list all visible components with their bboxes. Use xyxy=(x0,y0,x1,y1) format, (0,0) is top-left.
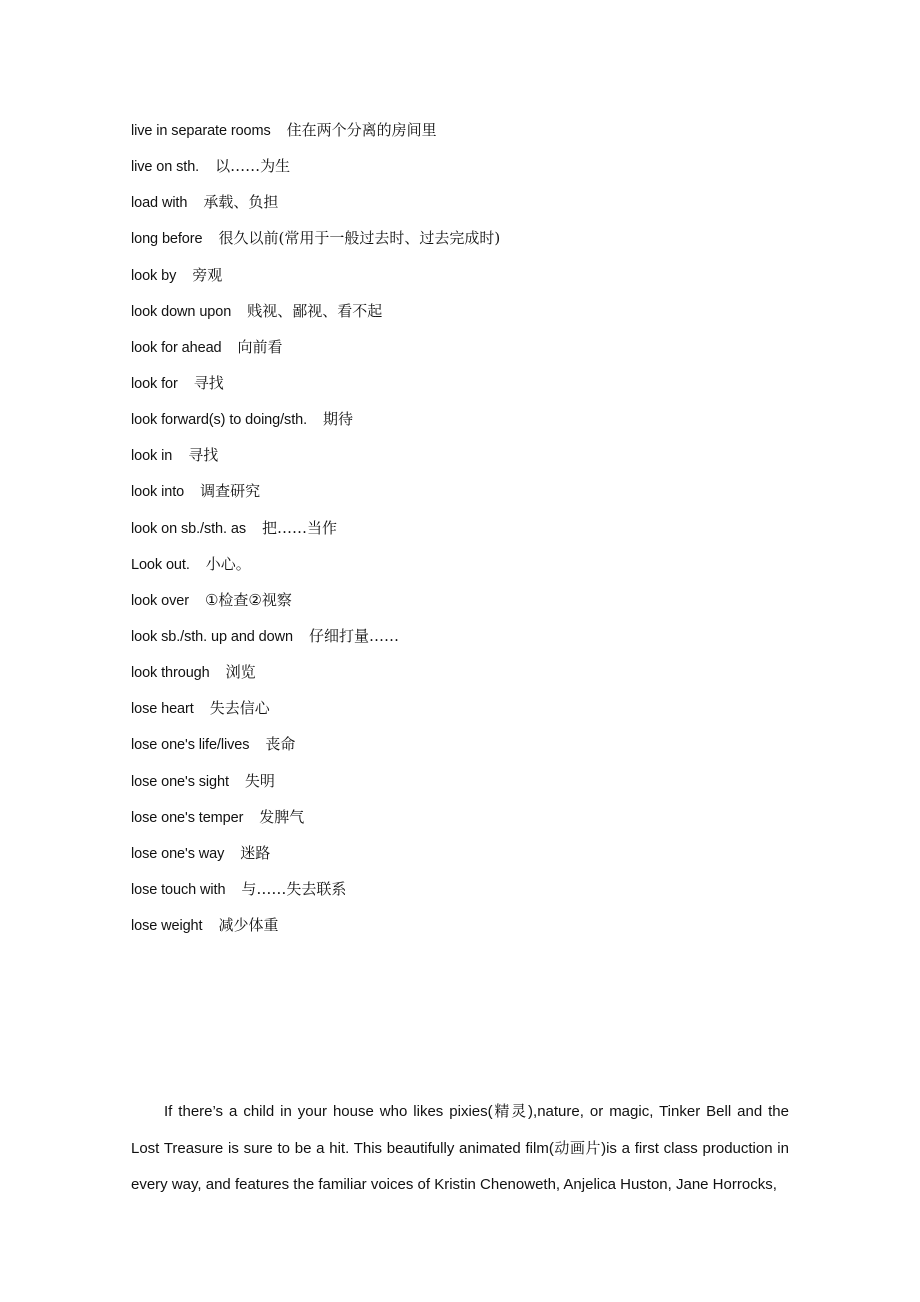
phrase-english: look on sb./sth. as xyxy=(131,520,246,537)
phrase-chinese: ①检查②视察 xyxy=(204,590,292,609)
phrase-english: live in separate rooms xyxy=(131,123,271,139)
phrase-english: live on sth. xyxy=(131,159,200,176)
phrase-row xyxy=(131,660,811,696)
phrase-row xyxy=(131,479,811,515)
phrase-row xyxy=(131,805,811,841)
phrase-chinese: 仔细打量…… xyxy=(308,626,399,645)
phrase-english: lose weight xyxy=(131,918,203,935)
phrase-row xyxy=(131,841,811,877)
phrase-chinese: 向前看 xyxy=(237,337,283,356)
passage-text-3: )is a first class production in every way, and features the familiar voices of Kristin Chenoweth, Anjelica Huston, Jane Horrocks, xyxy=(131,1140,789,1193)
phrase-english: look into xyxy=(131,484,185,501)
phrase-row xyxy=(131,335,811,371)
phrase-english: look over xyxy=(131,592,189,609)
phrase-row xyxy=(131,877,811,913)
phrase-chinese: 调查研究 xyxy=(200,482,261,501)
phrase-row xyxy=(131,624,811,660)
phrase-english: look through xyxy=(131,665,210,682)
phrase-row xyxy=(131,263,811,299)
passage-text-2: ),nature, or magic, Tinker Bell and the Lost Treasure is sure to be a hit. This beautifully animated film( xyxy=(131,1103,789,1157)
phrase-chinese: 贱视、鄙视、看不起 xyxy=(247,301,383,320)
phrase-chinese: 与……失去联系 xyxy=(241,879,347,898)
phrase-row xyxy=(131,118,811,154)
phrase-chinese: 迷路 xyxy=(240,843,271,862)
phrase-chinese: 以……为生 xyxy=(215,157,291,176)
phrase-row xyxy=(131,913,811,949)
phrase-english: look forward(s) to doing/sth. xyxy=(131,412,308,429)
phrase-row xyxy=(131,407,811,443)
phrase-english: lose one's way xyxy=(131,845,225,862)
passage-cn-gloss-1: 精灵 xyxy=(492,1102,529,1120)
phrase-row xyxy=(131,552,811,588)
phrase-chinese: 小心。 xyxy=(205,554,251,573)
phrase-chinese: 失去信心 xyxy=(209,699,270,718)
phrase-english: look sb./sth. up and down xyxy=(131,628,293,645)
phrase-english: look by xyxy=(131,267,177,284)
phrase-english: lose one's life/lives xyxy=(131,737,250,754)
phrase-chinese: 寻找 xyxy=(193,373,224,392)
phrase-english: look in xyxy=(131,448,173,465)
phrase-english: look for xyxy=(131,375,178,392)
phrase-english: lose heart xyxy=(131,701,194,718)
phrase-english: load with xyxy=(131,195,188,212)
phrase-row xyxy=(131,371,811,407)
phrase-chinese: 很久以前(常用于一般过去时、过去完成时) xyxy=(218,229,501,248)
phrase-row xyxy=(131,443,811,479)
phrase-chinese: 减少体重 xyxy=(218,916,279,935)
phrase-chinese: 把……当作 xyxy=(261,518,337,537)
phrase-english: lose touch with xyxy=(131,881,226,898)
phrase-english: Look out. xyxy=(131,556,190,573)
phrase-row xyxy=(131,226,811,262)
phrase-english: lose one's temper xyxy=(131,809,244,826)
phrase-row xyxy=(131,190,811,226)
phrase-english: lose one's sight xyxy=(131,773,229,790)
passage-cn-gloss-2: 动画片 xyxy=(553,1139,602,1157)
phrase-row xyxy=(131,299,811,335)
phrase-chinese: 住在两个分离的房间里 xyxy=(286,121,437,139)
phrase-chinese: 期待 xyxy=(323,410,354,429)
reading-passage xyxy=(131,1093,789,1203)
phrase-chinese: 旁观 xyxy=(192,265,223,284)
phrase-chinese: 寻找 xyxy=(188,446,219,465)
phrase-chinese: 发脾气 xyxy=(259,807,305,826)
phrase-list xyxy=(131,118,811,949)
phrase-chinese: 浏览 xyxy=(225,663,256,682)
phrase-chinese: 失明 xyxy=(244,771,275,790)
passage-text-1: If there’s a child in your house who likes pixies( xyxy=(164,1103,493,1120)
phrase-row xyxy=(131,588,811,624)
phrase-english: long before xyxy=(131,231,203,248)
phrase-chinese: 承载、负担 xyxy=(203,193,279,212)
phrase-row xyxy=(131,696,811,732)
phrase-chinese: 丧命 xyxy=(265,735,296,754)
phrase-english: look for ahead xyxy=(131,339,222,356)
phrase-row xyxy=(131,732,811,768)
phrase-row xyxy=(131,769,811,805)
phrase-english: look down upon xyxy=(131,303,232,320)
phrase-row xyxy=(131,516,811,552)
phrase-row xyxy=(131,154,811,190)
